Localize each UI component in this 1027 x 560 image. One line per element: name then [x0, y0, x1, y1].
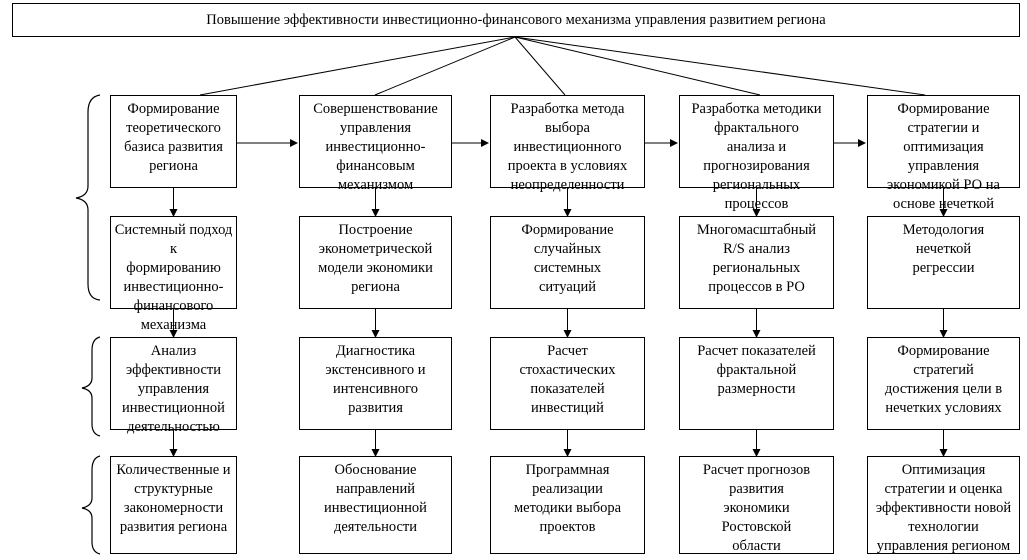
brace-2 [82, 337, 100, 436]
brace-1 [76, 95, 100, 300]
box-c3-r2 [490, 216, 645, 309]
box-text: Разработка метода выбора инвестиционного проекта в условиях неопределенности [507, 101, 628, 193]
box-c1-r4 [110, 456, 237, 554]
box-text: Формирование стратегии и оптимизация управления экономикой РО на основе нечеткой [887, 101, 1000, 212]
box-c4-r1 [679, 95, 834, 212]
box-c2-r4 [299, 456, 452, 554]
box-text: Количественные и структурные закономерности развития региона [116, 462, 231, 535]
box-text: Формирование стратегий достижения цели в нечетких условиях [884, 343, 1003, 416]
box-c5-r3 [867, 337, 1020, 430]
diagram-title [12, 3, 1020, 37]
fan-line-3 [515, 37, 565, 95]
box-c1-r1 [110, 95, 237, 188]
box-c1-r3 [110, 337, 237, 435]
diagram-title-text: Повышение эффективности инвестиционно-финансового механизма управления развитием региона [206, 12, 826, 28]
box-text: Системный подход к формированию инвестиционно- финансового механизма [114, 222, 233, 333]
fan-line-1 [200, 37, 515, 95]
box-text: Совершенствование управления инвестиционно- финансовым механизмом [313, 101, 438, 193]
box-c2-r3 [299, 337, 452, 430]
box-c4-r4 [679, 456, 834, 554]
box-text: Методология нечеткой регрессии [902, 222, 985, 276]
fan-line-5 [515, 37, 925, 95]
box-text: Разработка методики фрактального анализа и прогнозирования региональных процессов [691, 101, 822, 212]
box-c4-r3 [679, 337, 834, 430]
box-text: Многомасштабный R/S анализ региональных процессов в РО [696, 222, 817, 295]
box-text: Обоснование направлений инвестиционной деятельности [324, 462, 427, 535]
box-text: Построение эконометрической модели экономики региона [318, 222, 433, 295]
box-c3-r1 [490, 95, 645, 193]
box-text: Расчет прогнозов развития экономики Ростовской области [702, 462, 811, 554]
box-text: Анализ эффективности управления инвестиционной деятельностью [122, 343, 225, 435]
box-c1-r2 [110, 216, 237, 333]
box-c2-r2 [299, 216, 452, 309]
brace-3 [82, 456, 100, 554]
box-c2-r1 [299, 95, 452, 193]
box-text: Формирование теоретического базиса развития региона [124, 101, 223, 174]
box-text: Формирование случайных системных ситуаций [521, 222, 614, 295]
box-text: Расчет стохастических показателей инвестиций [519, 343, 616, 416]
box-c5-r1 [867, 95, 1020, 212]
box-c3-r4 [490, 456, 645, 554]
box-text: Диагностика экстенсивного и интенсивного развития [325, 343, 426, 416]
box-text: Оптимизация стратегии и оценка эффективности новой технологии управления регионом [875, 462, 1012, 554]
box-c4-r2 [679, 216, 834, 309]
box-c3-r3 [490, 337, 645, 430]
box-text: Программная реализации методики выбора проектов [513, 462, 622, 535]
box-c5-r2 [867, 216, 1020, 309]
box-text: Расчет показателей фрактальной размерности [697, 343, 816, 397]
box-c5-r4 [867, 456, 1020, 554]
fan-line-2 [375, 37, 515, 95]
